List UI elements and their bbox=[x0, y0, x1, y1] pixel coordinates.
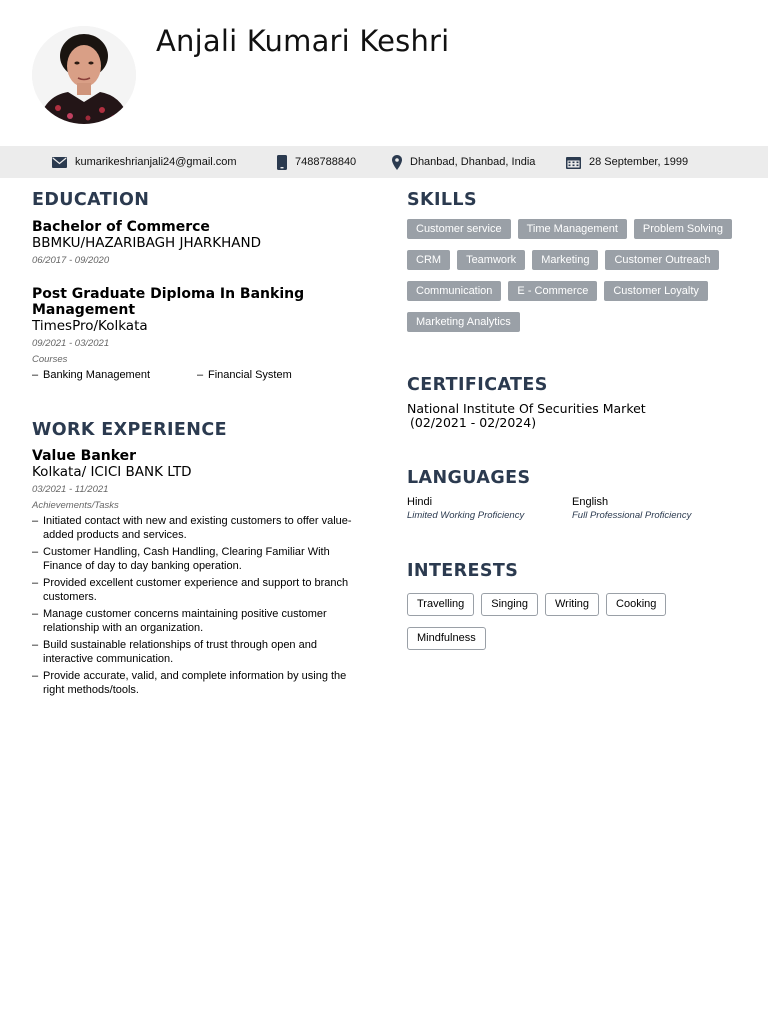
calendar-icon bbox=[566, 156, 581, 169]
skill-tag: Communication bbox=[407, 281, 501, 301]
language-name: Hindi bbox=[407, 496, 433, 508]
skills-heading: SKILLS bbox=[407, 190, 477, 210]
interest-tag: Singing bbox=[481, 593, 538, 616]
courses-label: Courses bbox=[32, 354, 68, 365]
courses-list bbox=[32, 368, 362, 382]
certificate-dates: (02/2021 - 02/2024) bbox=[410, 415, 537, 430]
work-role: Value Banker bbox=[32, 448, 137, 464]
course-item: – Financial System bbox=[197, 368, 362, 382]
contact-email[interactable] bbox=[52, 146, 237, 178]
skill-tag: Time Management bbox=[518, 219, 627, 239]
work-dates: 03/2021 - 11/2021 bbox=[32, 484, 109, 495]
location-text: Dhanbad, Dhanbad, India bbox=[410, 156, 536, 168]
interests-heading: INTERESTS bbox=[407, 561, 519, 581]
left-column bbox=[32, 190, 362, 701]
task-item: – Build sustainable relationships of trust through open and interactive communication. bbox=[32, 639, 354, 666]
tasks-list bbox=[32, 515, 362, 697]
interest-tag: Mindfulness bbox=[407, 627, 486, 650]
skill-tag: Customer Outreach bbox=[605, 250, 719, 270]
languages-list bbox=[407, 495, 737, 523]
skill-tag: Problem Solving bbox=[634, 219, 732, 239]
skill-tag: E - Commerce bbox=[508, 281, 597, 301]
course-item: – Banking Management bbox=[32, 368, 197, 382]
skill-tag: Customer service bbox=[407, 219, 511, 239]
contact-bar bbox=[0, 146, 768, 178]
skill-tag: Marketing Analytics bbox=[407, 312, 520, 332]
email-text: kumarikeshrianjali24@gmail.com bbox=[75, 156, 237, 168]
language-level: Limited Working Proficiency bbox=[407, 510, 525, 521]
birthdate-text: 28 September, 1999 bbox=[589, 156, 689, 168]
work-company: Kolkata/ ICICI BANK LTD bbox=[32, 464, 192, 480]
language-name: English bbox=[572, 496, 609, 508]
certificate-name: National Institute Of Securities Market bbox=[407, 401, 646, 416]
candidate-name: Anjali Kumari Keshri bbox=[156, 24, 450, 58]
language-level: Full Professional Proficiency bbox=[572, 510, 692, 521]
skill-tag: Marketing bbox=[532, 250, 598, 270]
education-institution: TimesPro/Kolkata bbox=[32, 318, 148, 334]
interests-list bbox=[407, 593, 737, 650]
task-item: – Initiated contact with new and existing customers to offer value-added products and services. bbox=[32, 515, 354, 542]
education-institution: BBMKU/HAZARIBAGH JHARKHAND bbox=[32, 235, 261, 251]
education-entry bbox=[32, 219, 362, 268]
skills-list bbox=[407, 219, 737, 332]
envelope-icon bbox=[52, 157, 67, 168]
skill-tag: Customer Loyalty bbox=[604, 281, 708, 301]
task-item: – Manage customer concerns maintaining positive customer relationship with an organization. bbox=[32, 608, 354, 635]
education-degree: Post Graduate Diploma In Banking Management bbox=[32, 286, 305, 318]
contact-location bbox=[392, 146, 535, 178]
education-dates: 06/2017 - 09/2020 bbox=[32, 255, 110, 266]
certificates-heading: CERTIFICATES bbox=[407, 375, 548, 395]
task-item: – Customer Handling, Cash Handling, Clearing Familiar With Finance of day to day banking operation. bbox=[32, 546, 354, 573]
contact-birthdate bbox=[566, 146, 688, 178]
location-pin-icon bbox=[392, 155, 402, 170]
contact-phone[interactable] bbox=[277, 146, 356, 178]
phone-text: 7488788840 bbox=[295, 156, 357, 168]
tasks-label: Achievements/Tasks bbox=[32, 500, 119, 511]
education-entry bbox=[32, 286, 362, 382]
right-column bbox=[407, 190, 737, 650]
education-heading: EDUCATION bbox=[32, 190, 150, 210]
work-entry bbox=[32, 448, 362, 697]
education-dates: 09/2021 - 03/2021 bbox=[32, 338, 110, 349]
languages-heading: LANGUAGES bbox=[407, 468, 531, 488]
task-item: – Provided excellent customer experience and support to branch customers. bbox=[32, 577, 354, 604]
interest-tag: Writing bbox=[545, 593, 599, 616]
language-item bbox=[572, 495, 737, 523]
skill-tag: Teamwork bbox=[457, 250, 525, 270]
skill-tag: CRM bbox=[407, 250, 450, 270]
work-experience-heading: WORK EXPERIENCE bbox=[32, 420, 227, 440]
interest-tag: Cooking bbox=[606, 593, 666, 616]
profile-portrait-image bbox=[32, 26, 136, 124]
task-item: – Provide accurate, valid, and complete information by using the right methods/tools. bbox=[32, 670, 354, 697]
certificate-entry bbox=[407, 402, 737, 430]
interest-tag: Travelling bbox=[407, 593, 474, 616]
profile-photo bbox=[32, 26, 136, 124]
phone-icon bbox=[277, 155, 287, 170]
language-item bbox=[407, 495, 572, 523]
education-degree: Bachelor of Commerce bbox=[32, 219, 210, 235]
